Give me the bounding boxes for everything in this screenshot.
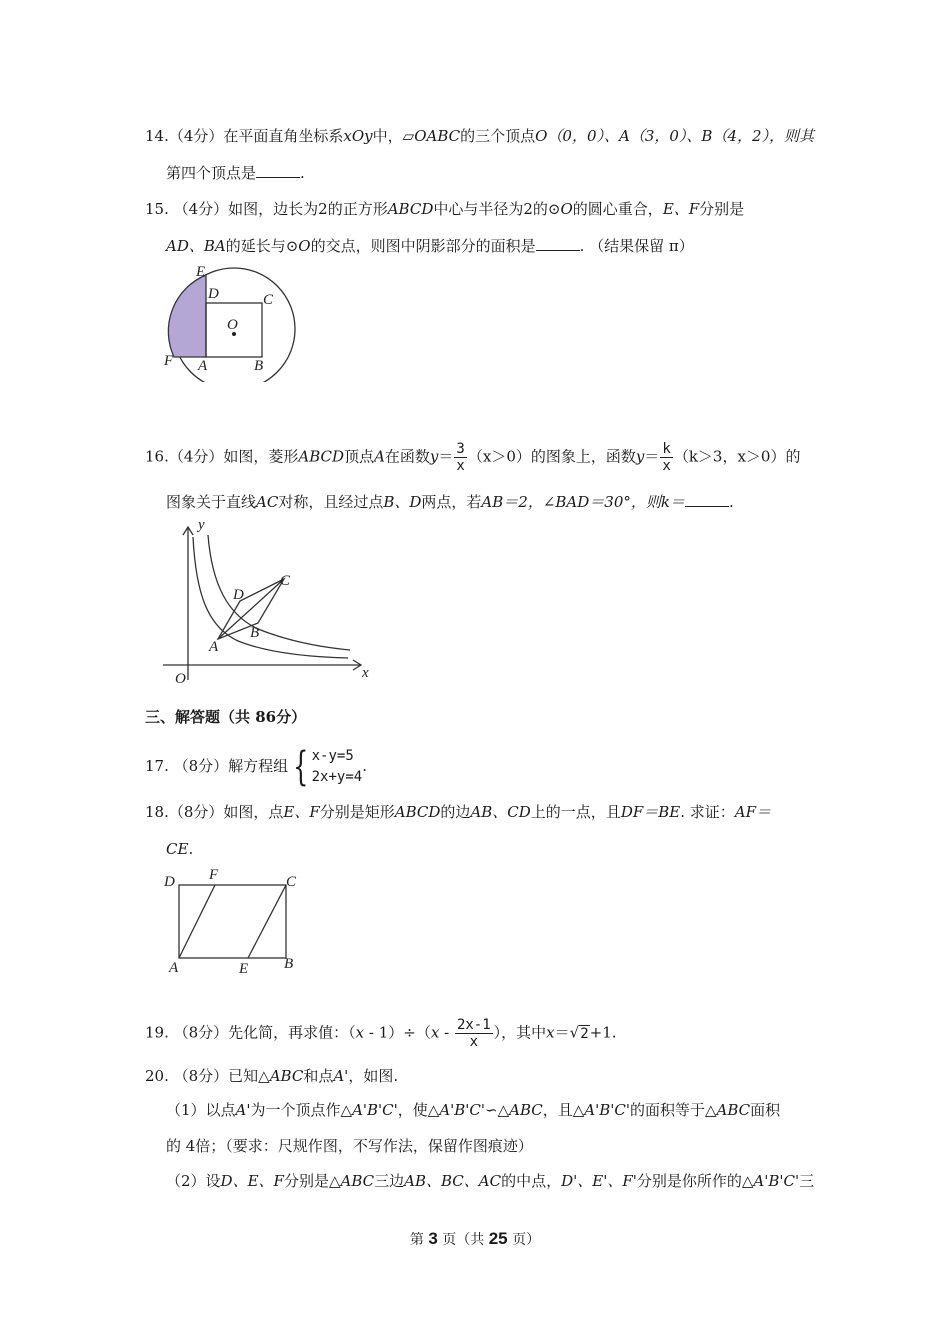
label-e: E <box>196 264 206 280</box>
page-number: 3 <box>428 1229 438 1248</box>
label-d: D <box>233 587 244 603</box>
q18-line2: CE. <box>166 840 194 858</box>
label-y: y <box>198 517 205 533</box>
page-footer: 第 3 页（共 25 页） <box>409 1229 541 1248</box>
total-pages: 25 <box>488 1229 508 1248</box>
q17-line: 17. （8分）解方程组 { x-y=5 2x+y=4 . <box>145 744 367 790</box>
label-a: A <box>169 960 179 976</box>
fraction-3-over-x: $\frac{3}{x}$ <box>456 441 465 474</box>
answer-blank <box>685 492 729 507</box>
label-c: C <box>286 874 297 890</box>
label-c: C <box>263 292 274 308</box>
fraction-2x-1-over-x: $\frac{2x-1}{x}$ <box>456 1017 491 1050</box>
q15-figure <box>160 262 305 382</box>
q20-part1-line2: 的 4倍；（要求：尺规作图，不写作法，保留作图痕迹） <box>166 1137 533 1155</box>
section-heading: 三、解答题（共 86分） <box>145 708 307 726</box>
curve-y-k-over-x <box>208 535 350 650</box>
segment-ce <box>248 885 286 958</box>
label-f: F <box>209 867 219 883</box>
q14-line1: 14.（4分）在平面直角坐标系xOy中，▱OABC的三个顶点O（0，0）、A（3，0）、B（4，2），则其 <box>145 127 815 145</box>
label-e: E <box>239 961 249 977</box>
label-d: D <box>208 286 219 302</box>
q18-line1: 18.（8分）如图，点E、F分别是矩形ABCD的边AB、CD上的一点，且DF＝BE. 求证：AF＝ <box>145 803 772 821</box>
label-d: D <box>164 874 175 890</box>
q18-figure <box>160 866 305 978</box>
answer-blank <box>536 236 580 251</box>
shaded-region <box>168 275 206 357</box>
q20-line1: 20. （8分）已知△ABC和点A'，如图. <box>145 1067 399 1085</box>
label-b: B <box>284 956 294 972</box>
segment-af <box>179 885 215 958</box>
q16-figure <box>158 515 383 690</box>
q16-line2: 图象关于直线AC对称，且经过点B、D两点，若AB＝2，∠BAD＝30°，则k＝ . <box>166 493 734 511</box>
label-c: C <box>280 573 291 589</box>
rectangle-abcd <box>179 885 286 958</box>
q20-part1-line1: （1）以点A'为一个顶点作△A'B'C'，使△A'B'C'∽△ABC，且△A'B'C'的面积等于△ABC面积 <box>166 1101 781 1119</box>
label-b: B <box>254 358 264 374</box>
label-b: B <box>250 625 260 641</box>
sqrt-sign-icon: √ <box>569 1023 580 1042</box>
label-a: A <box>209 639 219 655</box>
brace-icon: { <box>293 744 309 790</box>
q15-line1: 15. （4分）如图，边长为2的正方形ABCD中心与半径为2的⊙O的圆心重合，E、F分别是 <box>145 200 745 218</box>
label-f: F <box>164 353 174 369</box>
q16-line1: 16.（4分）如图，菱形ABCD顶点A在函数y＝ $\frac{3}{x}$ （x＞0）的图象上，函数y＝ $\frac{k}{x}$ （k＞3，x＞0）的 <box>145 441 801 474</box>
q19-line: 19. （8分）先化简，再求值：（x - 1）÷（x - $\frac{2x-1}{x}$ ），其中x＝√2+1. <box>145 1017 617 1050</box>
equation-system: { x-y=5 2x+y=4 <box>293 744 363 790</box>
label-o: O <box>175 671 186 687</box>
fraction-k-over-x: $\frac{k}{x}$ <box>662 441 671 474</box>
label-o: O <box>227 317 238 333</box>
q15-line2: AD、BA的延长与⊙O的交点，则图中阴影部分的面积是 . （结果保留 π） <box>166 237 694 255</box>
q14-line2: 第四个顶点是 . <box>166 164 305 182</box>
q20-part2-line1: （2）设D、E、F分别是△ABC三边AB、BC、AC的中点，D'、E'、F'分别是你所作的△A'B'C'三 <box>166 1172 815 1190</box>
label-x: x <box>362 665 369 681</box>
label-a: A <box>198 358 208 374</box>
answer-blank <box>256 163 300 178</box>
